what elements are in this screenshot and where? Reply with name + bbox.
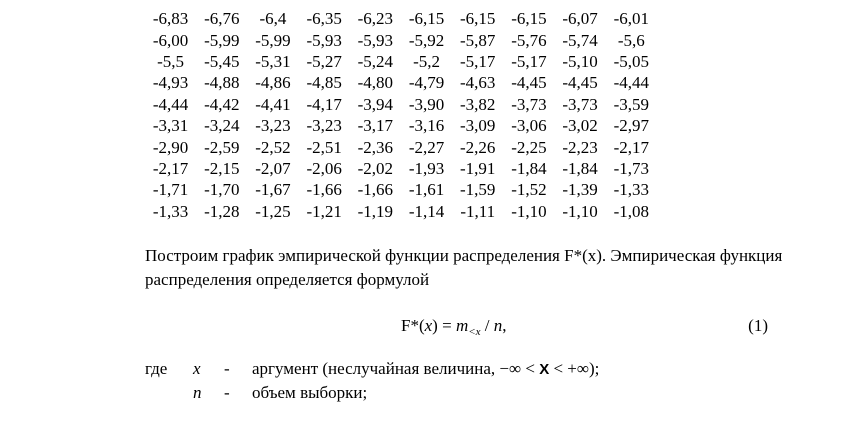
- table-cell: -1,21: [306, 201, 342, 221]
- empirical-distribution-formula: [401, 314, 507, 344]
- table-row: [145, 179, 657, 200]
- formula-equals: =: [437, 316, 456, 335]
- table-cell: -1,91: [460, 158, 496, 178]
- table-cell: -3,31: [152, 116, 189, 136]
- table-cell: -4,45: [562, 73, 598, 93]
- table-cell: -2,26: [460, 137, 496, 157]
- equation-number: (1): [748, 316, 768, 335]
- table-cell: -4,44: [152, 94, 189, 114]
- definition-text: объем выборки;: [252, 383, 368, 402]
- table-body: [145, 8, 657, 222]
- table-cell: -1,28: [204, 201, 240, 221]
- formula-argument: x: [424, 316, 433, 335]
- table-cell: -5,74: [562, 30, 598, 50]
- table-cell: -1,71: [152, 180, 189, 200]
- table-cell: -1,19: [357, 201, 394, 221]
- formula-m-subscript: <x: [468, 326, 481, 338]
- table-row: [145, 51, 657, 72]
- table-cell: -1,93: [408, 158, 445, 178]
- table-cell: -2,51: [306, 137, 342, 157]
- table-cell: -1,10: [562, 201, 598, 221]
- table-cell: -2,06: [306, 158, 342, 178]
- table-cell: -2,97: [613, 116, 649, 136]
- table-cell: -1,59: [460, 180, 496, 200]
- table-cell: -2,02: [357, 158, 394, 178]
- table-cell: -5,2: [413, 51, 440, 71]
- table-cell: -5,31: [255, 51, 291, 71]
- table-cell: -6,15: [511, 9, 547, 29]
- table-cell: -2,36: [357, 137, 394, 157]
- table-cell: -5,93: [306, 30, 342, 50]
- table-row: [145, 8, 657, 29]
- table-row: [145, 29, 657, 50]
- table-cell: -2,59: [204, 137, 240, 157]
- table-cell: -4,80: [357, 73, 394, 93]
- table-cell: -5,24: [357, 51, 394, 71]
- definition-dash: -: [224, 359, 230, 378]
- table-cell: -6,15: [408, 9, 445, 29]
- table-cell: -4,86: [255, 73, 291, 93]
- table-cell: -6,23: [357, 9, 394, 29]
- table-cell: -3,17: [357, 116, 394, 136]
- table-cell: -3,02: [562, 116, 598, 136]
- table-cell: -6,35: [306, 9, 342, 29]
- table-cell: -3,06: [511, 116, 547, 136]
- table-cell: -5,10: [562, 51, 598, 71]
- definition-variable: n: [193, 383, 202, 402]
- table-cell: -5,76: [511, 30, 547, 50]
- table-cell: -1,70: [204, 180, 240, 200]
- table-cell: -5,99: [255, 30, 291, 50]
- table-cell: -1,84: [562, 158, 598, 178]
- table-cell: -5,27: [306, 51, 342, 71]
- table-cell: -6,83: [152, 9, 189, 29]
- table-row: [145, 201, 657, 222]
- definition-text-before: аргумент (неслучайная величина, −∞ <: [252, 359, 540, 378]
- formula-n: n: [493, 316, 503, 335]
- table-cell: -3,82: [460, 94, 496, 114]
- table-cell: -5,99: [204, 30, 240, 50]
- formula-m: m: [455, 316, 469, 335]
- formula-function: F*(: [401, 316, 425, 335]
- table-cell: -1,73: [613, 158, 649, 178]
- table-cell: -1,14: [408, 201, 445, 221]
- table-cell: -1,61: [408, 180, 445, 200]
- table-cell: -1,39: [562, 180, 598, 200]
- table-cell: -1,66: [306, 180, 342, 200]
- table-cell: -4,45: [511, 73, 547, 93]
- table-cell: -4,79: [408, 73, 445, 93]
- table-cell: -1,08: [613, 201, 649, 221]
- definition-bold-variable: X: [539, 361, 550, 378]
- table-cell: -2,25: [511, 137, 547, 157]
- table-cell: -1,25: [255, 201, 291, 221]
- definition-text-after: < +∞);: [549, 359, 600, 378]
- definition-variable: x: [193, 359, 201, 378]
- table-cell: -3,23: [255, 116, 291, 136]
- table-cell: -3,23: [306, 116, 342, 136]
- where-word: где: [145, 359, 168, 378]
- table-cell: -1,84: [511, 158, 547, 178]
- table-cell: -6,01: [613, 9, 649, 29]
- table-cell: -6,07: [562, 9, 598, 29]
- definition-dash: -: [224, 383, 230, 402]
- table-cell: -3,59: [613, 94, 649, 114]
- table-cell: -3,73: [511, 94, 547, 114]
- sample-values-table: [145, 8, 657, 222]
- table-row: [145, 72, 657, 93]
- table-cell: -5,17: [460, 51, 496, 71]
- table-cell: -5,17: [511, 51, 547, 71]
- table-cell: -5,05: [613, 51, 649, 71]
- table-cell: -1,10: [511, 201, 547, 221]
- table-cell: -5,93: [357, 30, 394, 50]
- table-cell: -1,52: [511, 180, 547, 200]
- table-row: [145, 158, 657, 179]
- table-cell: -6,00: [152, 30, 189, 50]
- table-cell: -6,15: [460, 9, 496, 29]
- table-cell: -5,87: [460, 30, 496, 50]
- formula-comma: ,: [502, 316, 507, 335]
- table-cell: -3,94: [357, 94, 394, 114]
- table-cell: -4,44: [613, 73, 649, 93]
- table-cell: -3,73: [562, 94, 598, 114]
- table-cell: -2,52: [255, 137, 291, 157]
- table-cell: -4,17: [306, 94, 342, 114]
- table-cell: -5,92: [408, 30, 445, 50]
- table-cell: -4,42: [204, 94, 240, 114]
- table-cell: -4,88: [204, 73, 240, 93]
- table-cell: -1,33: [152, 201, 189, 221]
- table-cell: -1,67: [255, 180, 291, 200]
- table-cell: -4,41: [255, 94, 291, 114]
- table-row: [145, 136, 657, 157]
- definition-text: [252, 357, 599, 382]
- table-cell: -6,4: [259, 9, 287, 29]
- intro-paragraph: Построим график эмпирической функции распределения F*(x). Эмпирическая функция распределения определяется формулой: [145, 246, 783, 289]
- table-cell: -5,5: [157, 51, 185, 71]
- table-cell: -1,66: [357, 180, 394, 200]
- table-cell: -2,27: [408, 137, 445, 157]
- table-row: [145, 115, 657, 136]
- table-cell: -2,23: [562, 137, 598, 157]
- formula-slash: /: [480, 316, 494, 335]
- table-row: [145, 94, 657, 115]
- table-cell: -4,93: [152, 73, 189, 93]
- table-cell: -3,16: [408, 116, 445, 136]
- table-cell: -2,15: [204, 158, 240, 178]
- table-cell: -2,90: [152, 137, 189, 157]
- table-cell: -2,17: [152, 158, 189, 178]
- table-cell: -3,90: [408, 94, 445, 114]
- table-cell: -3,09: [460, 116, 496, 136]
- table-cell: -2,17: [613, 137, 649, 157]
- table-cell: -5,45: [204, 51, 240, 71]
- table-cell: -3,24: [204, 116, 240, 136]
- formula-close-paren: ): [432, 316, 438, 335]
- table-cell: -6,76: [204, 9, 240, 29]
- table-cell: -4,85: [306, 73, 342, 93]
- table-cell: -5,6: [617, 30, 645, 50]
- table-cell: -1,11: [460, 201, 496, 221]
- table-cell: -1,33: [613, 180, 649, 200]
- table-cell: -2,07: [255, 158, 291, 178]
- table-cell: -4,63: [460, 73, 496, 93]
